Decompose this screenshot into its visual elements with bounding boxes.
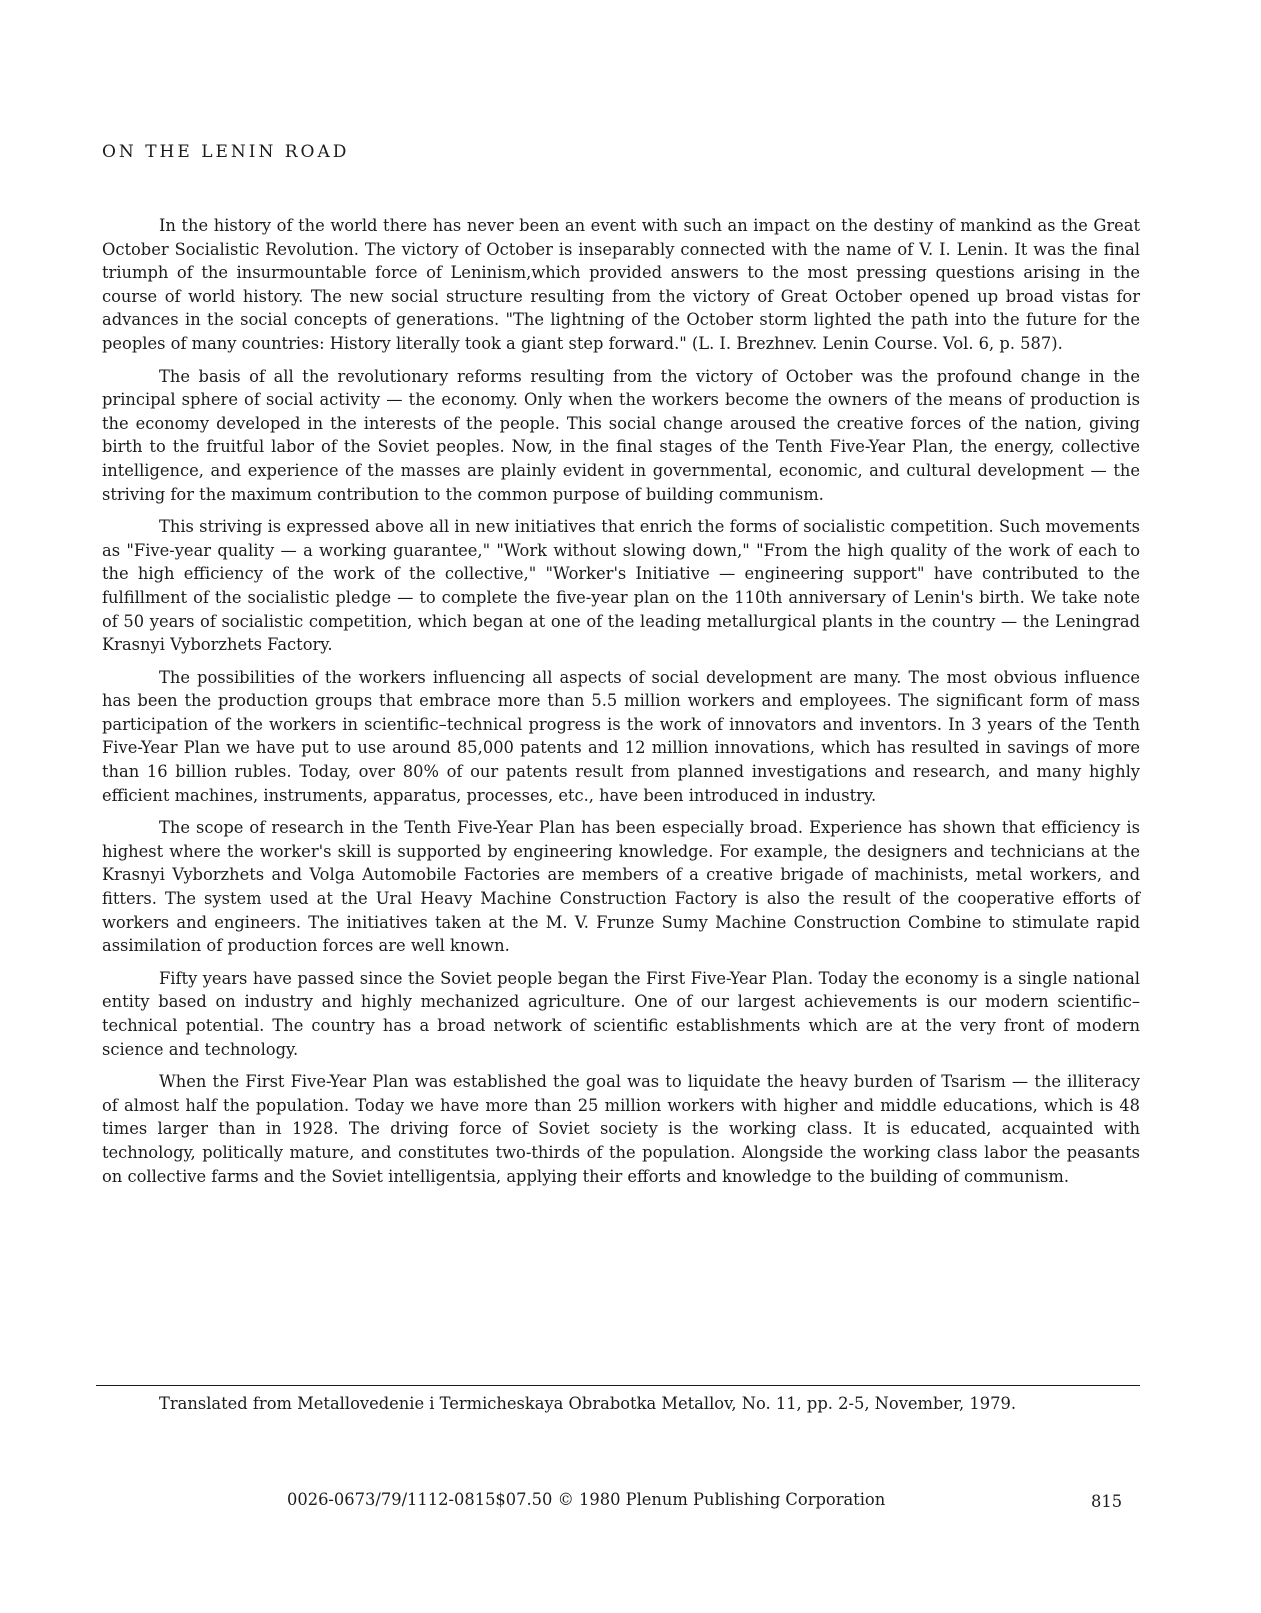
- article-title: ON THE LENIN ROAD: [102, 142, 350, 162]
- paragraph-7: When the First Five-Year Plan was established the goal was to liquidate the heavy burden of Tsarism — the illiteracy of almost half the population. Today we have more than 25 million workers with higher and middle educations, which is 48 times larger than in 1928. The driving force of Soviet society is the working class. It is educated, acquainted with technology, politically mature, and constitutes two-thirds of the population. Alongside the working class labor the peasants on collective farms and the Soviet intelligentsia, applying their efforts and knowledge to the building of communism.: [102, 1072, 1140, 1186]
- paragraph-2: The basis of all the revolutionary reforms resulting from the victory of October was the profound change in the principal sphere of social activity — the economy. Only when the workers become the owners of the means of production is the economy developed in the interests of the people. This social change aroused the creative forces of the nation, giving birth to the fruitful labor of the Soviet peoples. Now, in the final stages of the Tenth Five-Year Plan, the energy, collective intelligence, and experience of the masses are plainly evident in governmental, economic, and cultural development — the striving for the maximum contribution to the common purpose of building communism.: [102, 366, 1140, 504]
- paragraph-3: This striving is expressed above all in new initiatives that enrich the forms of socialistic competition. Such movements as "Five-year quality — a working guarantee," "Work without slowing down," "From the high quality of the work of each to the high efficiency of the work of the collective," "Worker's Initiative — engineering support" have contributed to the fulfillment of the socialistic pledge — to complete the five-year plan on the 110th anniversary of Lenin's birth. We take note of 50 years of socialistic competition, which began at one of the leading metallurgical plants in the country — the Leningrad Krasnyi Vyborzhets Factory.: [102, 517, 1140, 655]
- paragraph-1: In the history of the world there has never been an event with such an impact on the destiny of mankind as the Great October Socialistic Revolution. The victory of October is inseparably connected with the name of V. I. Lenin. It was the final triumph of the insurmountable force of Leninism,which provided answers to the most pressing questions arising in the course of world history. The new social structure resulting from the victory of Great October opened up broad vistas for advances in the social concepts of generations. "The lightning of the October storm lighted the path into the future for the peoples of many countries: History literally took a giant step forward." (L. I. Brezhnev. Lenin Course. Vol. 6, p. 587).: [102, 216, 1140, 353]
- footnote-divider: [96, 1385, 1140, 1386]
- article-body: [102, 214, 1140, 1197]
- page-number: 815: [1091, 1492, 1123, 1511]
- copyright-line: 0026-0673/79/1112-0815$07.50 © 1980 Plenum Publishing Corporation: [287, 1490, 886, 1509]
- paragraph-6: Fifty years have passed since the Soviet people began the First Five-Year Plan. Today the economy is a single national entity based on industry and highly mechanized agriculture. One of our largest achievements is our modern scientific–technical potential. The country has a broad network of scientific establishments which are at the very front of modern science and technology.: [102, 968, 1140, 1059]
- paragraph-5: The scope of research in the Tenth Five-Year Plan has been especially broad. Experience has shown that efficiency is highest where the worker's skill is supported by engineering knowledge. For example, the designers and technicians at the Krasnyi Vyborzhets and Volga Automobile Factories are members of a creative brigade of machinists, metal workers, and fitters. The system used at the Ural Heavy Machine Construction Factory is also the result of the cooperative efforts of workers and engineers. The initiatives taken at the M. V. Frunze Sumy Machine Construction Combine to stimulate rapid assimilation of production forces are well known.: [102, 818, 1140, 956]
- translation-footnote: Translated from Metallovedenie i Termicheskaya Obrabotka Metallov, No. 11, pp. 2-5, November, 1979.: [159, 1394, 1016, 1413]
- paragraph-4: The possibilities of the workers influencing all aspects of social development are many. The most obvious influence has been the production groups that embrace more than 5.5 million workers and employees. The significant form of mass participation of the workers in scientific–technical progress is the work of innovators and inventors. In 3 years of the Tenth Five-Year Plan we have put to use around 85,000 patents and 12 million innovations, which has resulted in savings of more than 16 billion rubles. Today, over 80% of our patents result from planned investigations and research, and many highly efficient machines, instruments, apparatus, processes, etc., have been introduced in industry.: [102, 667, 1140, 805]
